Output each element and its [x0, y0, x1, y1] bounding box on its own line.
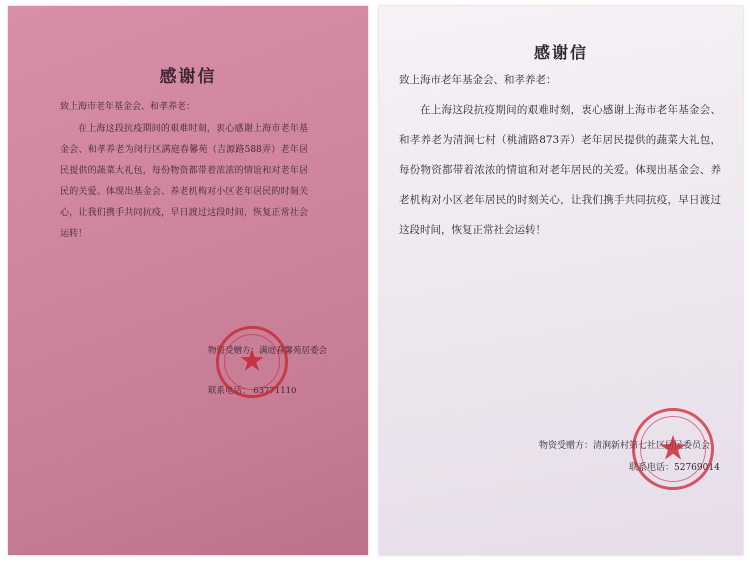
seal-star-icon: ★ — [657, 428, 689, 469]
contact-line: 联系电话：52769014 — [629, 463, 720, 473]
letter-body: 在上海这段抗疫期间的艰难时刻，衷心感谢上海市老年基金会、和孝养老为清涧七村（桃浦路873弄）老年居民提供的蔬菜大礼包，每份物资都带着浓浓的情谊和对老年居民的关爱。体现出基金会、养老机构对小区老年居民的时刻关心，让我们携手共同抗疫，早日渡过这段时间，恢复正常社会运转！ — [399, 104, 721, 236]
recipient-line: 物资受赠方：满庭春馨苑居委会 — [208, 346, 328, 356]
official-seal-icon — [632, 408, 714, 490]
letter-salutation: 致上海市老年基金会、和孝养老： — [399, 74, 557, 86]
thank-you-letter-left — [8, 6, 368, 555]
letter-body: 在上海这段抗疫期间的艰难时刻，衷心感谢上海市老年基金会、和孝养老为闵行区满庭春馨苑（吉源路588弄）老年居民提供的蔬菜大礼包，每份物资都带着浓浓的情谊和对老年居民的关爱。体现出基金会、养老机构对小区老年居民的时刻关心，让我们携手共同抗疫，早日渡过这段时间，恢复正常社会运转！ — [60, 124, 308, 239]
letter-salutation: 致上海市老年基金会、和孝养老： — [60, 102, 196, 112]
letter-title: 感谢信 — [159, 67, 217, 87]
thank-you-letter-right — [379, 6, 743, 555]
letter-title: 感谢信 — [533, 43, 588, 62]
official-seal-icon — [216, 326, 288, 398]
recipient-line: 物资受赠方：清涧新村第七社区居民委员会 — [539, 441, 711, 451]
contact-line: 联系电话： 63771110 — [208, 386, 297, 396]
seal-star-icon: ★ — [238, 343, 266, 379]
